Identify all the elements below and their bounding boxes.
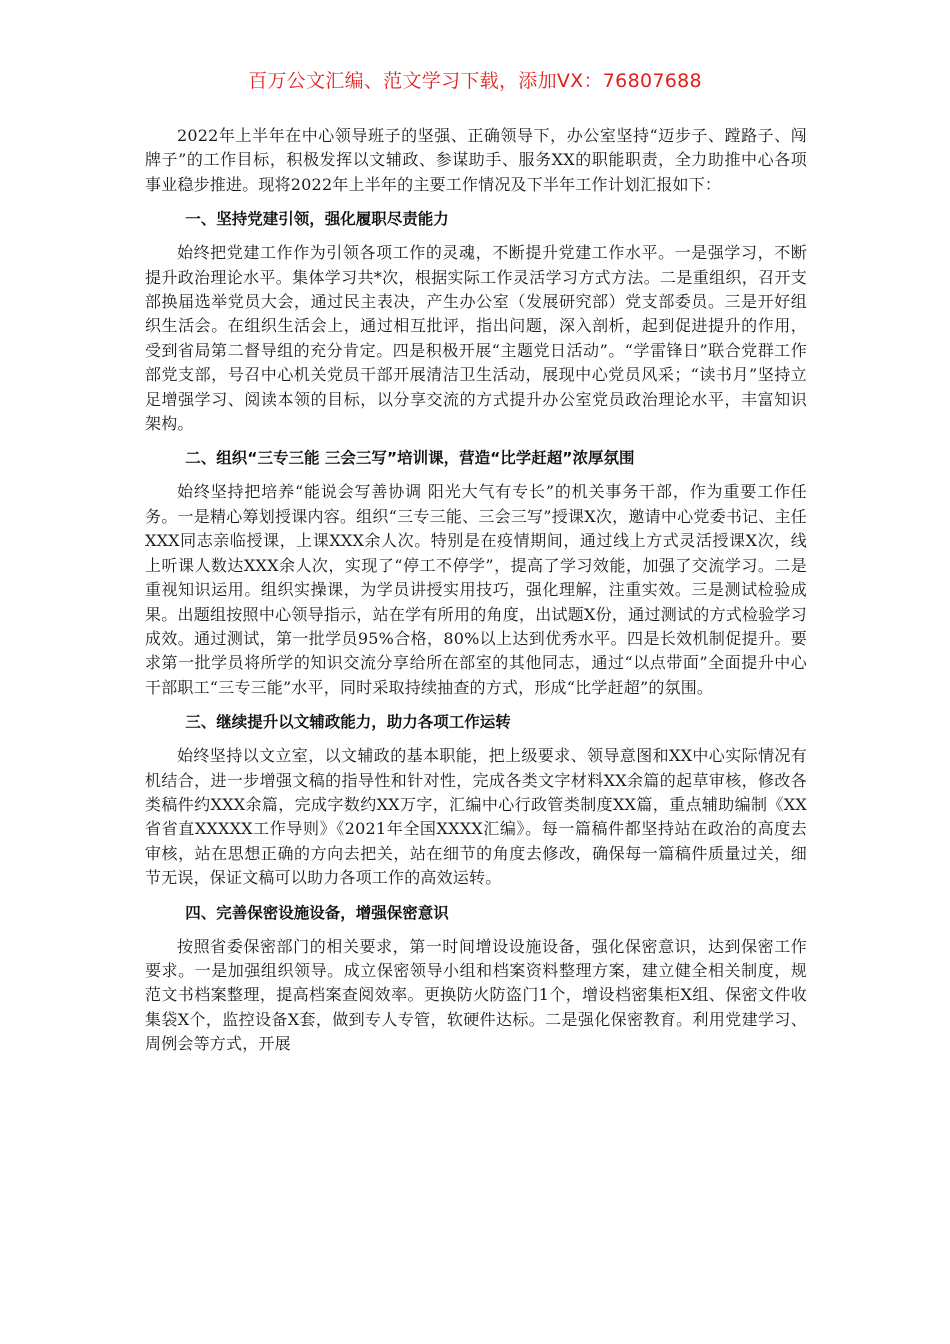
intro-paragraph: 2022年上半年在中心领导班子的坚强、正确领导下，办公室坚持“迈步子、蹚路子、闯牌子”的工作目标，积极发挥以文辅政、参谋助手、服务XX的职能职责，全力助推中心各项事业稳步推进。现将2022年上半年的主要工作情况及下半年工作计划汇报如下：: [145, 126, 807, 194]
header-banner: 百万公文汇编、范文学习下载，添加VX：76807688: [248, 70, 702, 92]
section-2-heading: 二、组织“三专三能 三会三写”培训课，营造“比学赶超”浓厚氛围: [185, 449, 635, 468]
section-3-body: 始终坚持以文立室，以文辅政的基本职能，把上级要求、领导意图和XX中心实际情况有机结合，进一步增强文稿的指导性和针对性，完成各类文字材料XX余篇的起草审核，修改各类稿件约XXX余篇，完成字数约XX万字，汇编中心行政管类制度XX篇，重点辅助编制《XX省省直XXXXX工作导则》《2021年全国XXXX汇编》。每一篇稿件都坚持站在政治的高度去审核，站在思想正确的方向去把关，站在细节的角度去修改，确保每一篇稿件质量过关，细节无误，保证文稿可以助力各项工作的高效运转。: [145, 746, 807, 888]
section-1-heading: 一、坚持党建引领，强化履职尽责能力: [185, 210, 449, 229]
section-1-body: 始终把党建工作作为引领各项工作的灵魂，不断提升党建工作水平。一是强学习，不断提升政治理论水平。集体学习共*次，根据实际工作灵活学习方式方法。二是重组织，召开支部换届选举党员大会，通过民主表决，产生办公室（发展研究部）党支部委员。三是开好组织生活会。在组织生活会上，通过相互批评，指出问题，深入剖析，起到促进提升的作用，受到省局第二督导组的充分肯定。四是积极开展“主题党日活动”。“学雷锋日”联合党群工作部党支部，号召中心机关党员干部开展清洁卫生活动，展现中心党员风采；“读书月”坚持立足增强学习、阅读本领的目标，以分享交流的方式提升办公室党员政治理论水平，丰富知识架构。: [145, 243, 807, 434]
section-3-heading: 三、继续提升以文辅政能力，助力各项工作运转: [185, 713, 511, 732]
section-4-body: 按照省委保密部门的相关要求，第一时间增设设施设备，强化保密意识，达到保密工作要求。一是加强组织领导。成立保密领导小组和档案资料整理方案，建立健全相关制度，规范文书档案整理，提高档案查阅效率。更换防火防盗门1个，增设档密集柜X组、保密文件收集袋X个，监控设备X套，做到专人专管，软硬件达标。二是强化保密教育。利用党建学习、周例会等方式，开展: [145, 936, 807, 1054]
section-2-body: 始终坚持把培养“能说会写善协调 阳光大气有专长”的机关事务干部，作为重要工作任务。一是精心筹划授课内容。组织“三专三能、三会三写”授课X次，邀请中心党委书记、主任XXX同志亲临授课，上课XXX余人次。特别是在疫情期间，通过线上方式灵活授课X次，线上听课人数达XXX余人次，实现了“停工不停学”，提高了学习效能，加强了交流学习。二是重视知识运用。组织实操课，为学员讲授实用技巧，强化理解，注重实效。三是测试检验成果。出题组按照中心领导指示，站在学有所用的角度，出试题X份，通过测试的方式检验学习成效。通过测试，第一批学员95%合格，80%以上达到优秀水平。四是长效机制促提升。要求第一批学员将所学的知识交流分享给所在部室的其他同志，通过“以点带面”全面提升中心干部职工“三专三能”水平，同时采取持续抽查的方式，形成“比学赶超”的氛围。: [145, 482, 807, 697]
document-body: [145, 124, 807, 1067]
section-4-heading: 四、完善保密设施设备，增强保密意识: [185, 903, 449, 922]
